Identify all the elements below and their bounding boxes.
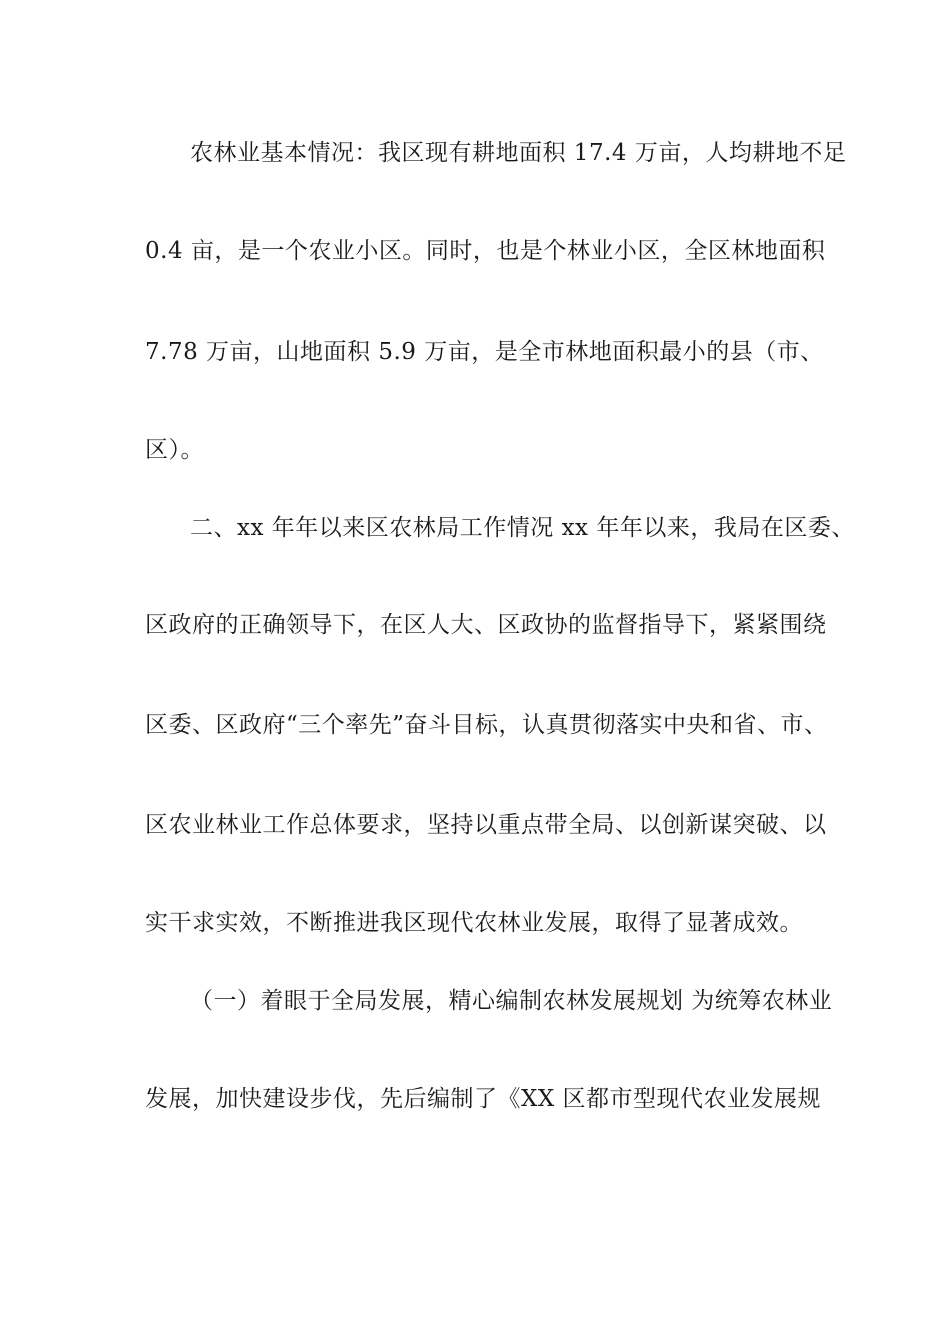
paragraph-3-line-2: 发展，加快建设步伐，先后编制了《XX 区都市型现代农业发展规 xyxy=(145,1086,822,1112)
paragraph-1-line-3: 7.78 万亩，山地面积 5.9 万亩，是全市林地面积最小的县（市、 xyxy=(145,339,824,365)
paragraph-2-line-2: 区政府的正确领导下，在区人大、区政协的监督指导下，紧紧围绕 xyxy=(145,612,827,638)
paragraph-1-line-4: 区）。 xyxy=(145,437,204,463)
paragraph-2-line-3: 区委、区政府“三个率先”奋斗目标，认真贯彻落实中央和省、市、 xyxy=(145,712,828,738)
paragraph-3-line-1: （一）着眼于全局发展，精心编制农林发展规划 为统筹农林业 xyxy=(190,988,833,1014)
paragraph-1-line-1: 农林业基本情况：我区现有耕地面积 17.4 万亩，人均耕地不足 xyxy=(190,140,847,166)
paragraph-2-line-4: 区农业林业工作总体要求，坚持以重点带全局、以创新谋突破、以 xyxy=(145,812,827,838)
paragraph-1-line-2: 0.4 亩，是一个农业小区。同时，也是个林业小区，全区林地面积 xyxy=(145,238,826,264)
paragraph-2-line-1: 二、xx 年年以来区农林局工作情况 xx 年年以来，我局在区委、 xyxy=(190,515,855,541)
paragraph-2-line-5: 实干求实效，不断推进我区现代农林业发展，取得了显著成效。 xyxy=(145,910,803,936)
